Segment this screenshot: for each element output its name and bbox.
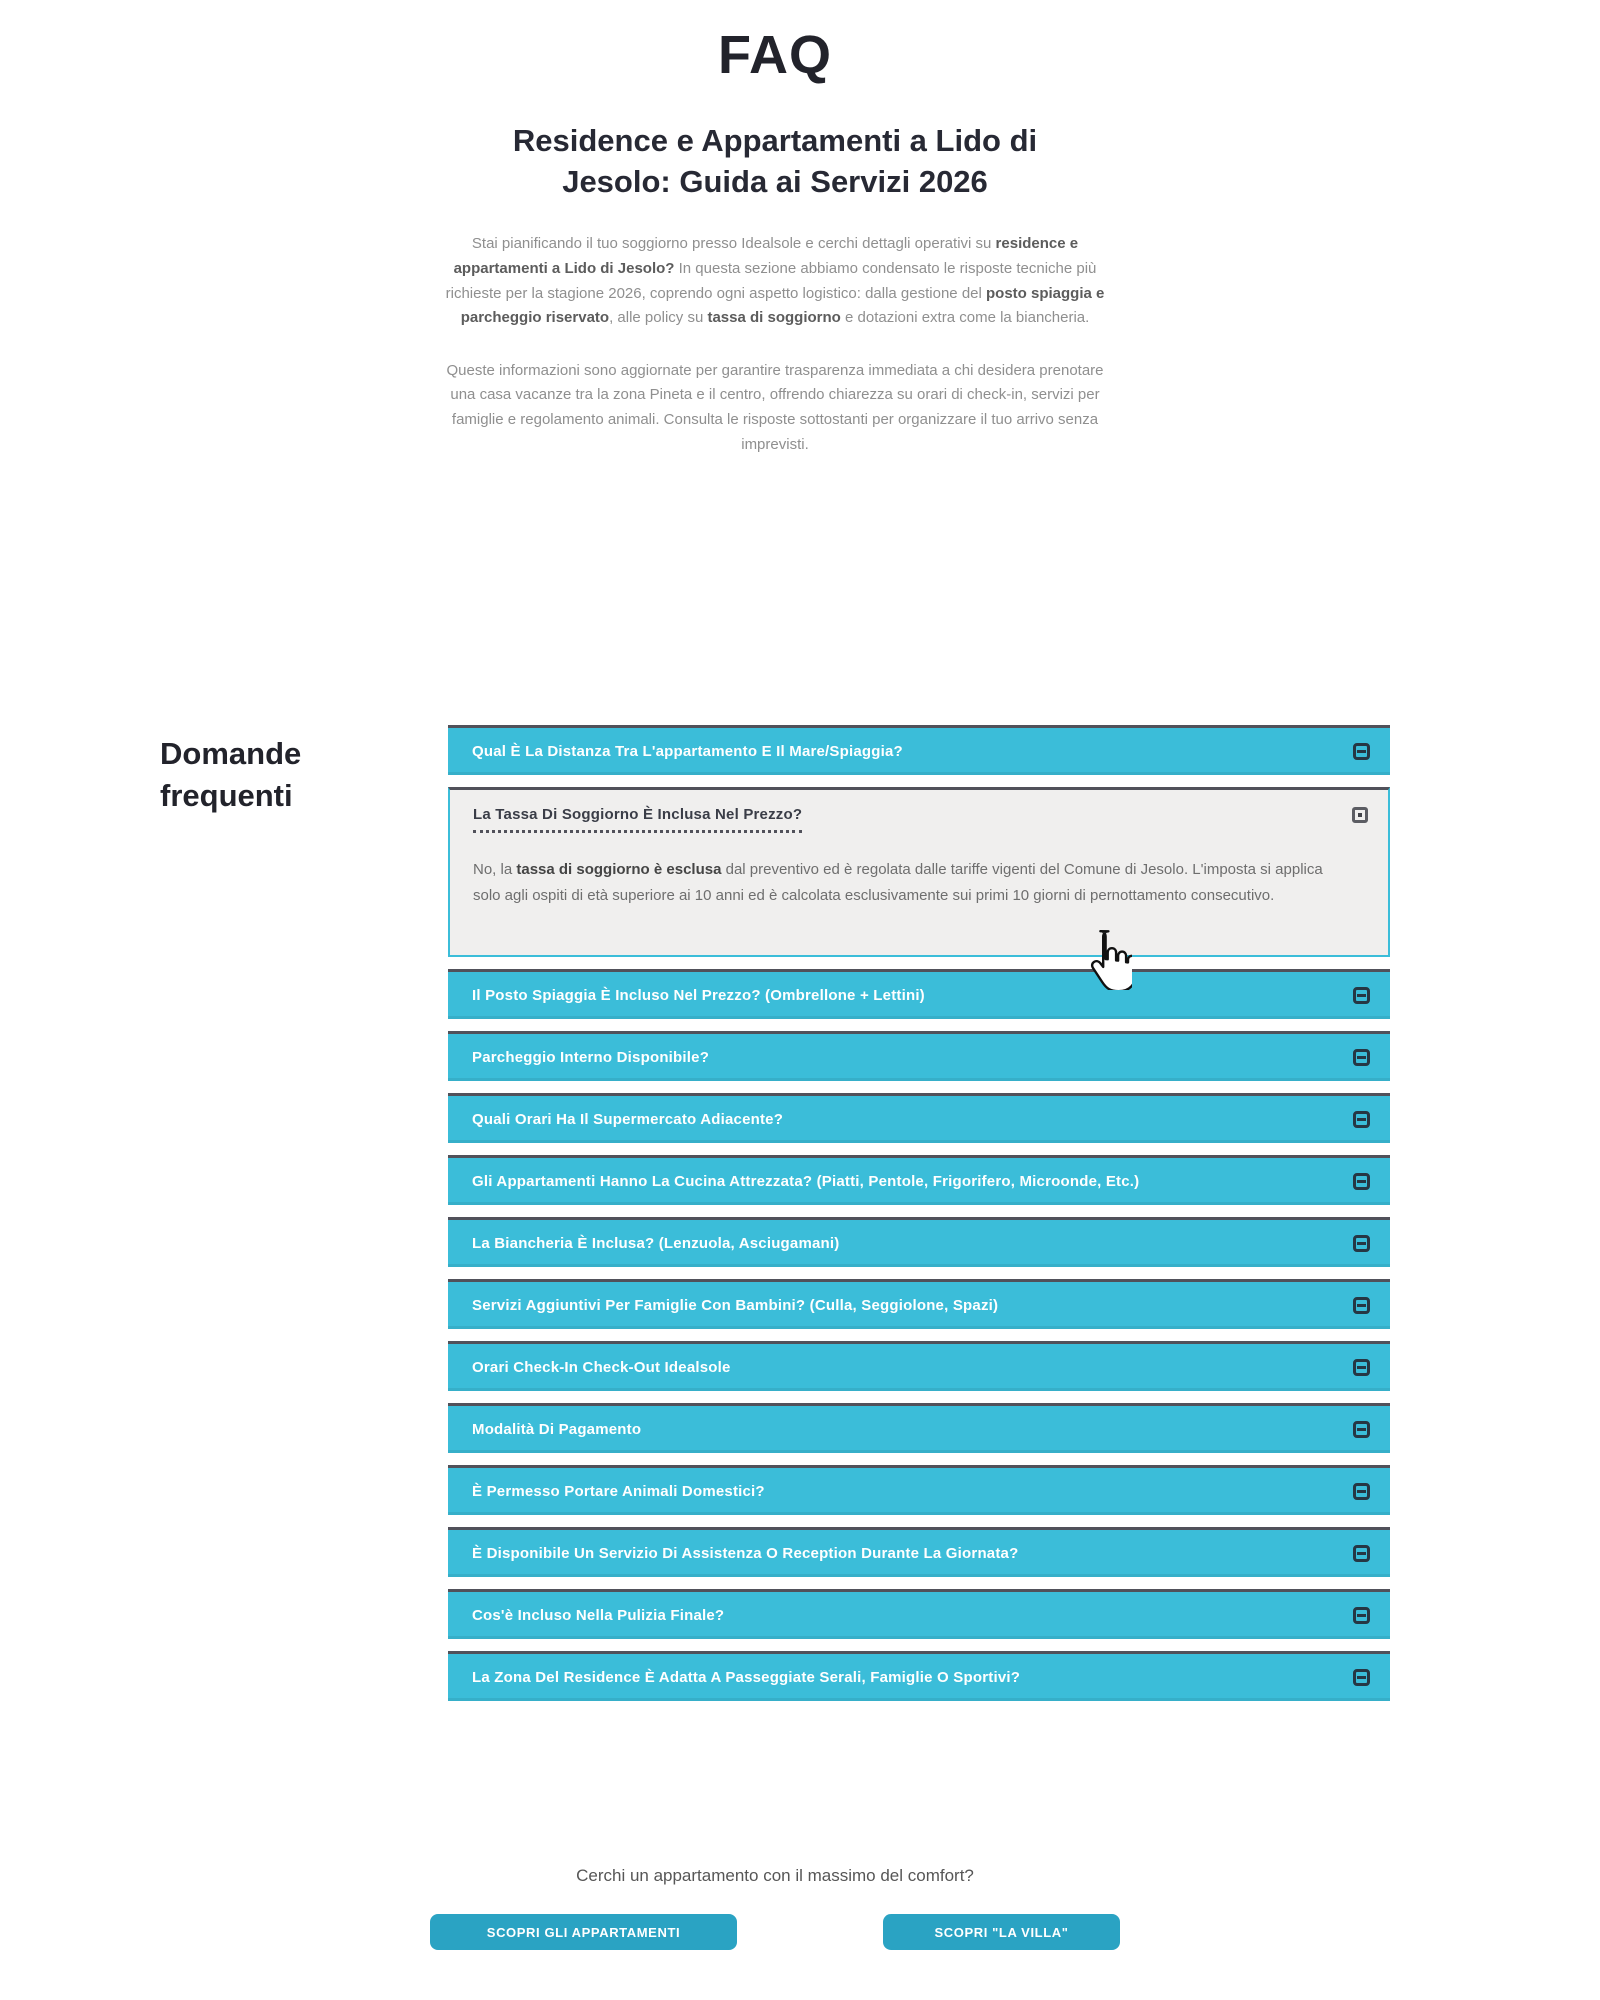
minus-square-icon[interactable] [1353, 1421, 1370, 1438]
faq-question: Orari Check-In Check-Out Idealsole [472, 1359, 731, 1377]
page-header [160, 0, 1390, 457]
faq-item[interactable] [448, 1403, 1390, 1453]
minus-square-icon[interactable] [1353, 1607, 1370, 1624]
faq-heading: Domande frequenti [160, 736, 302, 814]
faq-question: È Permesso Portare Animali Domestici? [472, 1483, 765, 1501]
page-subtitle: Residence e Appartamenti a Lido di Jesolo: Guida ai Servizi 2026 [512, 123, 1038, 200]
faq-item-expanded[interactable] [448, 787, 1390, 957]
faq-question: Qual È La Distanza Tra L'appartamento E Il Mare/Spiaggia? [472, 743, 903, 761]
faq-item[interactable] [448, 1589, 1390, 1639]
faq-question: È Disponibile Un Servizio Di Assistenza O Reception Durante La Giornata? [472, 1545, 1019, 1563]
minus-square-icon[interactable] [1353, 1111, 1370, 1128]
minus-square-icon[interactable] [1353, 1049, 1370, 1066]
faq-item[interactable] [448, 1341, 1390, 1391]
faq-question: Parcheggio Interno Disponibile? [472, 1049, 710, 1067]
faq-accordion [448, 725, 1390, 1713]
cta-text: Cerchi un appartamento con il massimo del comfort? [576, 1866, 974, 1886]
faq-item[interactable] [448, 725, 1390, 775]
dot-square-icon[interactable] [1352, 807, 1368, 823]
faq-question: Quali Orari Ha Il Supermercato Adiacente? [472, 1111, 784, 1129]
faq-aside [160, 725, 448, 817]
faq-question: La Biancheria È Inclusa? (Lenzuola, Asciugamani) [472, 1235, 840, 1253]
minus-square-icon[interactable] [1353, 1359, 1370, 1376]
cta-footer [160, 1866, 1390, 1950]
faq-question: Gli Appartamenti Hanno La Cucina Attrezzata? (Piatti, Pentole, Frigorifero, Microonde, Etc.) [472, 1173, 1140, 1191]
faq-question: La Zona Del Residence È Adatta A Passeggiate Serali, Famiglie O Sportivi? [472, 1669, 1021, 1687]
faq-item[interactable] [448, 1155, 1390, 1205]
faq-item[interactable] [448, 1217, 1390, 1267]
minus-square-icon[interactable] [1353, 1545, 1370, 1562]
minus-square-icon[interactable] [1353, 1669, 1370, 1686]
faq-answer: No, la tassa di soggiorno è esclusa dal preventivo ed è regolata dalle tariffe vigenti del Comune di Jesolo. L'imposta si applica solo agli ospiti di età superiore ai 10 anni ed è calcolata esclusivamente sui primi 10 giorni di pernottamento consecutivo. [473, 861, 1323, 904]
faq-question: Cos'è Incluso Nella Pulizia Finale? [472, 1607, 725, 1625]
faq-question: Modalità Di Pagamento [472, 1421, 642, 1439]
faq-item[interactable] [448, 1093, 1390, 1143]
discover-apartments-button[interactable]: SCOPRI GLI APPARTAMENTI [430, 1914, 737, 1950]
intro-paragraph-2: Queste informazioni sono aggiornate per garantire trasparenza immediata a chi desidera prenotare una casa vacanze tra la zona Pineta e il centro, offrendo chiarezza su orari di check-in, servizi per famiglie e regolamento animali. Consulta le risposte sottostanti per organizzare il tuo arrivo senza imprevisti. [446, 361, 1104, 453]
minus-square-icon[interactable] [1353, 1297, 1370, 1314]
faq-section [160, 725, 1390, 1713]
faq-item[interactable] [448, 1031, 1390, 1081]
minus-square-icon[interactable] [1353, 1483, 1370, 1500]
minus-square-icon[interactable] [1353, 1235, 1370, 1252]
faq-question: La Tassa Di Soggiorno È Inclusa Nel Prezzo? [473, 806, 802, 833]
faq-item[interactable] [448, 1527, 1390, 1577]
intro-paragraph-1: Stai pianificando il tuo soggiorno presso Idealsole e cerchi dettagli operativi su residence e appartamenti a Lido di Jesolo? In questa sezione abbiamo condensato le risposte tecniche più richieste per la stagione 2026, coprendo ogni aspetto logistico: dalla gestione del posto spiaggia e parcheggio riservato, alle policy su tassa di soggiorno e dotazioni extra come la biancheria. [445, 235, 1105, 327]
faq-item[interactable] [448, 1279, 1390, 1329]
minus-square-icon[interactable] [1353, 987, 1370, 1004]
faq-question: Servizi Aggiuntivi Per Famiglie Con Bambini? (Culla, Seggiolone, Spazi) [472, 1297, 999, 1315]
faq-question: Il Posto Spiaggia È Incluso Nel Prezzo? (Ombrellone + Lettini) [472, 987, 925, 1005]
faq-item[interactable] [448, 969, 1390, 1019]
minus-square-icon[interactable] [1353, 1173, 1370, 1190]
page-title: FAQ [717, 25, 832, 85]
discover-villa-button[interactable]: SCOPRI "LA VILLA" [883, 1914, 1120, 1950]
cta-button-row [160, 1914, 1390, 1950]
minus-square-icon[interactable] [1353, 743, 1370, 760]
faq-question-row[interactable] [473, 806, 1368, 833]
faq-item[interactable] [448, 1465, 1390, 1515]
faq-item[interactable] [448, 1651, 1390, 1701]
